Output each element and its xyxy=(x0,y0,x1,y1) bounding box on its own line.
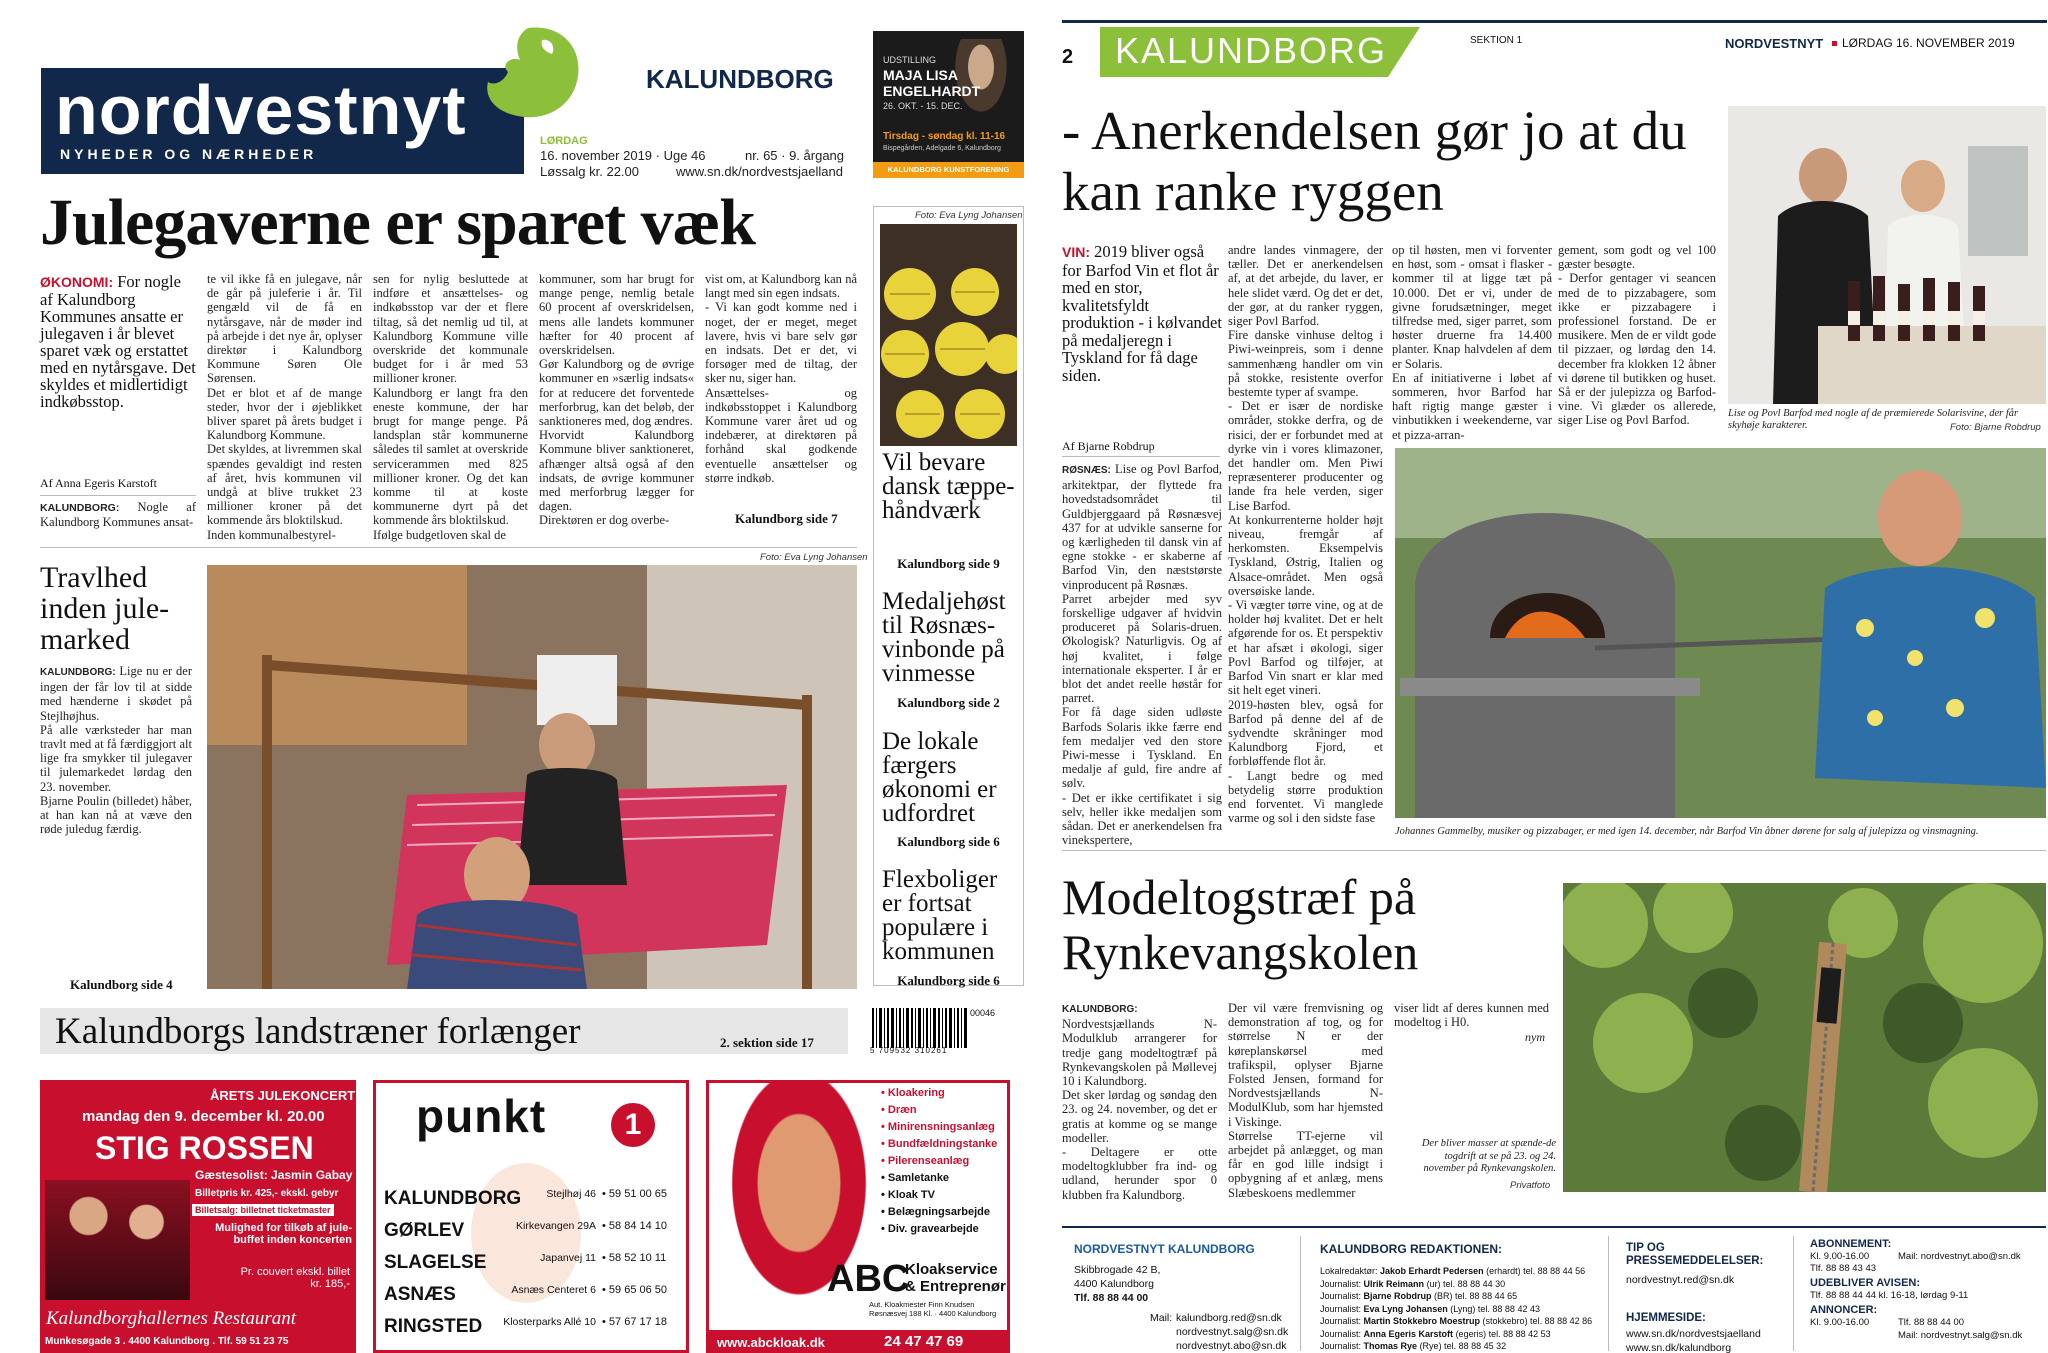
store-street: Klosterparks Allé 10 xyxy=(503,1316,596,1328)
footer-abo-title: ABONNEMENT: xyxy=(1810,1238,1892,1250)
store-city: RINGSTED xyxy=(384,1316,483,1337)
concert-l1: ÅRETS JULEKONCERT xyxy=(210,1088,356,1103)
staff-name: Martin Stokkebro Moestrup xyxy=(1363,1316,1483,1326)
store-street: Stejlhøj 46 xyxy=(546,1188,596,1200)
footer-ads-phone: Tlf. 88 88 44 00 xyxy=(1898,1317,1965,1328)
staff-contact: (erhardt) tel. 88 88 44 56 xyxy=(1486,1266,1586,1276)
footer-abo-phone: Tlf. 88 88 43 43 xyxy=(1810,1263,1877,1274)
punkt1-watermark xyxy=(471,1163,581,1303)
model-col-3: viser lidt af deres kunnen med modeltog i H0. xyxy=(1394,1001,1549,1030)
barfod-caption: Lise og Povl Barfod med nogle af de præmierede Solarisvine, der får skyhøje karakterer. xyxy=(1728,408,2019,431)
footer-divider-1 xyxy=(1300,1236,1301,1351)
exhibition-l1: UDSTILLING xyxy=(883,55,937,65)
footer-mail-label: Mail: xyxy=(1150,1312,1173,1324)
footer-col2-title: KALUNDBORG REDAKTIONEN: xyxy=(1320,1242,1502,1256)
abc-web[interactable]: www.abckloak.dk xyxy=(717,1335,825,1350)
wine-col-2: andre landes vinmagere, der tæller. Det er anerkendelsen af, at det arbejde, du laver, er hele slidet værd. Og det er det, der gør, at du ranker ryggen, siger Povl Barfod. Fire danske vinhuse deltog i Piwi-weinpreis, som i denne sammenhæng handler om vin på stokke, resistente overfor bestemte typer af svampe. - Det er især de nordiske områder, stokke derfra, og de risici, der er forbundet med at dyrke vin i vores klimazoner, det handler om. Men Piwi repræsenterer producenter og lande fra hele verden, siger Lise Barfod. At konkurrenterne holder højt niveau, fremgår af herkomsten. Eksempelvis Tyskland, Østrig, Italien og Alsace-området. Men også oversøiske lande. - Vi vægter tørre vine, og at de holder høj kvalitet. Det er helt afgørende for os. Et perspektiv et har afsæt i økologi, siger Povl Barfod og tilføjer, at Barfod Vin snart er klar med sit helt eget vineri. 2019-høsten blev, også for Barfod på denne del af de sydvendte skråninger mod Kalundborg Fjord, et forbløffende flot år. - Langt bedre og med betydelig større produktion end forventet. Vi manglede varme og sol i den sidste fase xyxy=(1228,243,1383,826)
sport-headline[interactable]: Kalundborgs landstræner forlænger xyxy=(55,1011,581,1052)
barfod-couple-photo xyxy=(1728,106,2046,404)
front-col-2: sen for nylig besluttede at indføre et ansættelses- og indkøbsstop var der et flere tiltag, så det nemlig ud til, at Kalundborg Kommune ville overskride det kommunale budget for i år med 53 millioner kroner. Kalundborg er langt fra den eneste kommune, der har brugt for mange penge. På landsplan står kommunerne således til samlet at overskride servicerammen med 825 millioner kroner. Og det kan komme til at koste kommunerne dyrt på det kommende års bloktilskud. Ifølge budgetloven skal de xyxy=(373,272,528,542)
edition-day: LØRDAG xyxy=(540,135,588,147)
abc-name2: & Entreprenør xyxy=(905,1278,1006,1295)
wine-intro-text: Lise og Povl Barfod, arkitektpar, der flyttede fra hovedstadsområdet til Guldbjerggaard på Røsnæsvej 437 for at udvikle sanserne for og kærligheden til dansk vin af egne stokke - er skaberne af Barfod Vin, den næststørste vinproducent på Røsnæs. Parret arbejder med syv forskellige udgaver af hvidvin produceret på Solaris-druen. Økologisk? Naturligvis. Og af høj kvalitet, i følge internationale eksperter. I år er blot det andet reelle høstår for parret. For få dage siden udløste Barfods Solaris ikke færre end fem medaljer ved den store Piwi-messe i Tyskland. En medalje af guld, fire andre af sølv. - Det er ikke certifikatet i sig selv, heller ikke medaljen som sådan. Det er anerkendelsen fra vinekspertere, xyxy=(1062,462,1222,848)
exhibition-hours: Tirsdag - søndag kl. 11-16 xyxy=(883,131,1006,142)
staff-role: Journalist: xyxy=(1320,1278,1364,1289)
loom-photo xyxy=(207,565,857,989)
front-intro xyxy=(40,500,196,529)
front-lead xyxy=(40,273,196,410)
footer-divider-2 xyxy=(1608,1236,1609,1351)
abc-service-item: • Kloakering xyxy=(881,1087,945,1099)
teaser-ref-3[interactable]: Kalundborg side 6 xyxy=(897,834,1000,849)
staff-name: Anna Egeris Karstoft xyxy=(1363,1328,1456,1339)
abc-phone: 24 47 47 69 xyxy=(884,1333,964,1350)
front-intro-text: Nogle af Kalundborg Kommunes ansat- xyxy=(40,500,196,530)
masthead-logo: nordvestnyt xyxy=(55,71,467,149)
right-top-rule xyxy=(1062,20,2047,23)
staff-name: Eva Lyng Johansen xyxy=(1363,1303,1451,1314)
store-phone: • 58 84 14 10 xyxy=(602,1220,668,1232)
staff-role: Journalist: xyxy=(1320,1316,1364,1326)
staff-contact: (egeris) tel. 88 88 42 53 xyxy=(1455,1328,1551,1339)
abc-service-item: • Pilerenseanlæg xyxy=(881,1155,970,1167)
footer-abo-mail[interactable]: Mail: nordvestnyt.abo@sn.dk xyxy=(1898,1251,2021,1262)
staff-row xyxy=(1320,1304,1540,1314)
front-col-1: te vil ikke få en julegave, når de går på juleferie i år. Til gengæld vil de få en nytårsgave, når de møder ind på arbejde i det nye år, oplyser direktør i Kalundborg Kommune Søren Ole Sørensen. Det er blot et af de mange steder, hvor der i øjeblikket bliver sparet på årets budget i Kalundborg Kommune. Det skyldes, at livremmen skal spændes gevaldigt ind resten af året, hvis kommunen vil undgå at blive trukket 23 millioner kroner på det kommende års bloktilskud. Inden kommunalbestyrel- xyxy=(207,272,362,542)
yarn-photo xyxy=(880,224,1017,446)
exhibition-org: KALUNDBORG KUNSTFORENING xyxy=(873,162,1024,178)
staff-name: Thomas Rye xyxy=(1363,1341,1420,1351)
store-city: ASNÆS xyxy=(384,1284,456,1305)
abc-name1: Kloakservice xyxy=(905,1261,998,1278)
staff-contact: (ur) tel. 88 88 44 30 xyxy=(1426,1278,1506,1289)
footer-col1-title: NORDVESTNYT KALUNDBORG xyxy=(1074,1242,1255,1256)
front-col-3: kommuner, som har brugt for mange penge, nemlig betale 60 procent af overskridelsen, mens alle landets kommuner hæfter for 40 procent af overskridelsen. Gør Kalundborg og de øvrige kommuner en »særlig indsats« for at reducere det forventede merforbrug, kan det beløb, der sanktioneres med, dog ændres. Hvorvidt Kalundborg Kommune bliver sanktioneret, afhænger altså også af den indsats, de øvrige kommuner med merforbrug lægger for dagen. Direktøren er dog overbe- xyxy=(539,272,694,528)
abc-service-item: • Belægningsarbejde xyxy=(881,1206,990,1218)
wine-lead xyxy=(1062,243,1222,384)
barcode xyxy=(870,1008,1010,1054)
section-number: SEKTION 1 xyxy=(1470,35,1523,46)
concert-venue: Kalundborghallernes Restaurant xyxy=(46,1308,296,1329)
store-street: Kirkevangen 29A xyxy=(516,1220,596,1232)
staff-role: Journalist: xyxy=(1320,1341,1364,1351)
footer-col1-line1: Skibbrogade 42 B, xyxy=(1074,1264,1161,1276)
singers-photo xyxy=(45,1180,190,1300)
front-lead-text: For nogle af Kalundborg Kommunes ansatte er julegaven i år blevet sparet væk og erstattet med en nytårsgave. Det skyldes et midlertidigt indkøbsstop. xyxy=(40,272,196,411)
staff-contact: (stokkebro) tel. 88 88 42 86 xyxy=(1482,1316,1593,1326)
front-col-4: vist om, at Kalundborg kan nå langt med sin egen indsats. - Vi kan godt komme ned i noget, der er meget, meget lavere, hvis vi bare selv gør en indsats. Det er det, vi forsøger med de tiltag, der sker nu, siger han. Ansættelses- og indkøbsstoppet i Kalundborg Kommune varer året ud og indebærer, at direktøren på forhånd skal godkende eventuelle ansættelser og større indkøb. xyxy=(705,272,857,485)
paper-dot xyxy=(1832,41,1837,46)
loom-credit: Foto: Eva Lyng Johansen xyxy=(760,552,868,563)
abc-service-item: • Dræn xyxy=(881,1104,917,1116)
front-headline[interactable]: Julegaverne er sparet væk xyxy=(40,186,755,259)
byline-rule xyxy=(40,495,196,496)
yarn-credit: Foto: Eva Lyng Johansen xyxy=(915,210,1023,221)
staff-row xyxy=(1320,1266,1585,1276)
staff-name: Ulrik Reimann xyxy=(1363,1278,1427,1289)
store-phone: • 57 67 17 18 xyxy=(602,1316,668,1328)
exhibition-ad[interactable] xyxy=(873,31,1024,178)
concert-name: STIG ROSSEN xyxy=(95,1130,314,1166)
exhibition-l4: 26. OKT. - 15. DEC. xyxy=(883,101,963,111)
footer-col3-web1[interactable]: www.sn.dk/nordvestsjaelland xyxy=(1626,1328,1761,1340)
wine-byline: Af Bjarne Robdrup xyxy=(1062,439,1155,453)
concert-price: Billetpris kr. 425,- ekskl. gebyr xyxy=(195,1188,339,1199)
model-col-1-text: Nordvestsjællands N-Modulklub arrangerer for tredje gang modeltogtræf på Rynkevangskolen på Møllevej 10 i Kalundborg. Det sker lørdag og søndag den 23. og 24. november, og det er gratis at komme og se mange modeller. - Deltagere er otte modeltogklubber fra ind- og udland, herunder spor 0 klubben fra Kalundborg. xyxy=(1062,1017,1217,1202)
wine-lead-text: 2019 bliver også for Barfod Vin et flot år med en stor, kvalitetsfyldt produktion - i kølvandet på medaljeregn i Tyskland for få dage siden. xyxy=(1062,242,1222,385)
footer-mail-3[interactable]: nordvestnyt.abo@sn.dk xyxy=(1176,1340,1287,1352)
teaser-ref-4[interactable]: Kalundborg side 6 xyxy=(897,973,1000,988)
store-street: Japanvej 11 xyxy=(540,1252,596,1264)
abc-ad[interactable] xyxy=(706,1080,1010,1353)
store-city: SLAGELSE xyxy=(384,1252,487,1273)
wine-headline[interactable]: - Anerkendelsen gør jo at du kan ranke ryggen xyxy=(1062,100,1687,222)
front-ref[interactable]: Kalundborg side 7 xyxy=(735,511,838,526)
left-section-rule xyxy=(40,547,857,548)
front-lead-label: ØKONOMI: xyxy=(40,274,114,290)
abc-service-item: • Minirensningsanlæg xyxy=(881,1121,995,1133)
exhibition-address: Bispegården, Adelgade 6, Kalundborg xyxy=(883,145,1001,152)
staff-row xyxy=(1320,1341,1506,1351)
model-headline[interactable]: Modeltogstræf på Rynkevangskolen xyxy=(1062,869,1419,980)
model-credit: Privatfoto xyxy=(1510,1180,1551,1191)
staff-role: Journalist: xyxy=(1320,1328,1364,1339)
teaser-ref-2[interactable]: Kalundborg side 2 xyxy=(897,695,1000,710)
abc-service-item: • Bundfældningstanke xyxy=(881,1138,998,1150)
concert-l2: mandag den 9. december kl. 20.00 xyxy=(82,1108,325,1125)
jule-headline[interactable]: Travlhed inden jule-marked xyxy=(40,561,170,656)
staff-role: Journalist: xyxy=(1320,1291,1364,1301)
staff-name: Jakob Erhardt Pedersen xyxy=(1380,1266,1487,1276)
front-byline: Af Anna Egeris Karstoft xyxy=(40,476,157,490)
staff-role: Journalist: xyxy=(1320,1303,1364,1314)
edition-price: Løssalg kr. 22.00 xyxy=(540,164,639,179)
footer-col3-web2[interactable]: www.sn.dk/kalundborg xyxy=(1626,1342,1732,1353)
wine-lead-label: VIN: xyxy=(1062,244,1090,260)
jule-text-body: Lige nu er der ingen der får lov til at sidde med hænderne i skødet på Stejlhøjhus. På alle værksteder har man travlt med at få færdiggjort alt lige fra smykker til julegaver til julemarkedet lørdag den 23. november. Bjarne Poulin (billedet) håber, at han kan nå at væve den røde juledug færdig. xyxy=(40,664,192,837)
section-label: KALUNDBORG xyxy=(1115,30,1388,71)
jule-label: KALUNDBORG: xyxy=(40,667,116,678)
jule-text xyxy=(40,664,192,836)
teaser-ref-1[interactable]: Kalundborg side 9 xyxy=(897,556,1000,571)
sport-ref[interactable]: 2. sektion side 17 xyxy=(720,1035,814,1050)
concert-ticket: Billetsalg: billetnet ticketmaster xyxy=(192,1204,334,1216)
model-col-1 xyxy=(1062,1001,1217,1202)
punkt1-brand: punkt xyxy=(416,1090,547,1142)
abc-service-item: • Samletanke xyxy=(881,1172,950,1184)
store-city: GØRLEV xyxy=(384,1220,465,1241)
footer-col1-line2: 4400 Kalundborg xyxy=(1074,1278,1154,1290)
front-intro-label: KALUNDBORG: xyxy=(40,502,120,514)
exhibition-l2: MAJA LISA xyxy=(883,67,958,83)
teaser-headline-3[interactable]: De lokale færgers økonomi er udfordret xyxy=(882,728,997,827)
concert-ad[interactable] xyxy=(40,1080,356,1353)
staff-row xyxy=(1320,1329,1551,1339)
footer-mail-1[interactable]: kalundborg.red@sn.dk xyxy=(1176,1312,1282,1324)
footer-ads-mail[interactable]: Mail: nordvestnyt.salg@sn.dk xyxy=(1898,1330,2023,1341)
right-section-rule xyxy=(1062,850,2046,851)
staff-row xyxy=(1320,1279,1505,1289)
store-city: KALUNDBORG xyxy=(384,1188,522,1209)
staff-row xyxy=(1320,1316,1592,1326)
teaser-headline-2[interactable]: Medaljehøst til Røsnæs-vinbonde på vinmesse xyxy=(882,588,1006,687)
paper-name: NORDVESTNYT xyxy=(1725,36,1824,51)
wine-col-3: op til høsten, men vi forventer en høst, som - omsat i flasker - kommer til at ligge tæt på 10.000. Det er vi, under de givne forudsætninger, meget tilfredse med, siger parret, som høster druerne fra 14.400 planter. Knap halvdelen af dem er Solaris. En af initiativerne i løbet af sommeren, hvor Barfod har haft rigtig mange gæster i vinbutikken i weekenderne, var et pizza-arran- xyxy=(1392,243,1552,442)
concert-address: Munkesøgade 3 . 4400 Kalundborg . Tlf. 59 51 23 75 xyxy=(45,1336,289,1347)
model-sign: nym xyxy=(1525,1030,1545,1044)
staff-row xyxy=(1320,1291,1517,1301)
footer-col3-title1: TIP OG PRESSEMEDDELELSER: xyxy=(1626,1242,1764,1267)
footer-ads-title: ANNONCER: xyxy=(1810,1304,1878,1316)
abc-logo: ABC xyxy=(827,1258,910,1300)
footer-mail-2[interactable]: nordvestnyt.salg@sn.dk xyxy=(1176,1326,1289,1338)
staff-name: Bjarne Robdrup xyxy=(1363,1291,1435,1301)
store-phone: • 59 51 00 65 xyxy=(602,1188,668,1200)
edition-website[interactable]: www.sn.dk/nordvestsjaelland xyxy=(676,164,843,179)
wine-intro-label: RØSNÆS: xyxy=(1062,465,1111,476)
teaser-headline-1[interactable]: Vil bevare dansk tæppe-håndværk xyxy=(882,449,1015,524)
abc-person: Aut. Kloakmester Finn Knudsen xyxy=(869,1300,975,1309)
staff-contact: (Lyng) tel. 88 88 42 43 xyxy=(1450,1303,1540,1314)
barcode-digits: 5 709532 310261 xyxy=(870,1046,948,1055)
store-phone: • 58 52 10 11 xyxy=(602,1252,667,1264)
staff-contact: (Rye) tel. 88 88 45 32 xyxy=(1419,1341,1507,1351)
footer-delivery-title: UDEBLIVER AVISEN: xyxy=(1810,1277,1921,1289)
footer-col3-mail[interactable]: nordvestnyt.red@sn.dk xyxy=(1626,1274,1735,1286)
model-train-photo xyxy=(1563,883,2046,1192)
abc-address: Røsnæsvej 188 Kl. · 4400 Kalundborg xyxy=(869,1309,997,1318)
pizza-oven-photo xyxy=(1395,448,2046,818)
footer-col1-phone: Tlf. 88 88 44 00 xyxy=(1074,1292,1149,1304)
page-number: 2 xyxy=(1062,46,1074,68)
model-col-2: Der vil være fremvisning og demonstration af tog, og for størrelse N er der køreplanskørsel med trafikspil, oplyser Bjarne Folsted Jensen, formand for Nordvestsjællands N-ModulKlub, som har hjemsted i Viskinge. Størrelse TT-ejerne vil arbejdet på anlægget, og man får en god lille indsigt i opbygning af et anlæg, mens Slæbeskoens medlemmer xyxy=(1228,1001,1383,1200)
exhibition-l3: ENGELHARDT xyxy=(883,83,981,99)
barfod-credit: Foto: Bjarne Robdrup xyxy=(1950,422,2041,433)
abc-service-item: • Kloak TV xyxy=(881,1189,935,1201)
pizza-caption: Johannes Gammelby, musiker og pizzabager, er med igen 14. december, når Barfod Vin åbner dørene for salg af julepizza og vinsmagning. xyxy=(1395,826,1979,837)
model-label: KALUNDBORG: xyxy=(1062,1004,1138,1015)
concert-couvert: Pr. couvert ekskl. billet kr. 185,- xyxy=(240,1266,350,1290)
edition-label: KALUNDBORG xyxy=(646,64,834,94)
footer-ads-hours: Kl. 9.00-16.00 xyxy=(1810,1317,1870,1328)
jule-ref[interactable]: Kalundborg side 4 xyxy=(70,977,173,992)
footer-col3-title2: HJEMMESIDE: xyxy=(1626,1312,1706,1324)
wine-intro xyxy=(1062,462,1222,847)
abc-service-item: • Div. gravearbejde xyxy=(881,1223,979,1235)
masthead-tagline: NYHEDER OG NÆRHEDER xyxy=(60,146,318,162)
footer-abo-hours: Kl. 9.00-16.00 xyxy=(1810,1251,1870,1262)
store-phone: • 59 65 06 50 xyxy=(602,1284,668,1296)
wine-byline-rule xyxy=(1062,456,1220,457)
edition-issue: nr. 65 · 9. årgang xyxy=(745,148,845,163)
model-caption: Der bliver masser at spænde-de togdrift at se på 23. og 24. november på Rynkevangskolen. xyxy=(1421,1138,1556,1174)
concert-guest: Gæstesolist: Jasmin Gabay xyxy=(195,1168,353,1182)
teaser-headline-4[interactable]: Flexboliger er fortsat populære i kommunen xyxy=(882,866,998,965)
barcode-top-digits: 00046 xyxy=(970,1008,996,1018)
footer-divider-3 xyxy=(1793,1236,1794,1351)
punkt1-badge: 1 xyxy=(611,1103,655,1147)
edition-date: 16. november 2019 · Uge 46 xyxy=(540,148,706,163)
footer-delivery-line: Tlf. 88 88 44 44 kl. 16-18, lørdag 9-11 xyxy=(1810,1290,1969,1301)
wine-col-4: gement, som godt og vel 100 gæster besøgte. - Derfor gentager vi seancen med de to pizzabagere, som ikke er pizzabagere i professionel forstand. De er musikere. Men de er vildt gode til pizzaer, og lørdag den 14. december fra klokken 12 åbner vi dørene til butikken og huset. Så er der julepizza og Barfod-vine. Vi glæder os allerede, siger Lise og Povl Barfod. xyxy=(1558,243,1716,428)
concert-buffet: Mulighed for tilkøb af jule-buffet inden koncerten xyxy=(215,1222,352,1246)
punkt1-ad[interactable] xyxy=(373,1080,689,1353)
paper-date: LØRDAG 16. NOVEMBER 2019 xyxy=(1842,36,2015,50)
store-street: Asnæs Centeret 6 xyxy=(511,1284,596,1296)
staff-role: Lokalredaktør: xyxy=(1320,1266,1381,1276)
green-globe-logo xyxy=(470,20,585,125)
staff-contact: (BR) tel. 88 88 44 65 xyxy=(1434,1291,1518,1301)
